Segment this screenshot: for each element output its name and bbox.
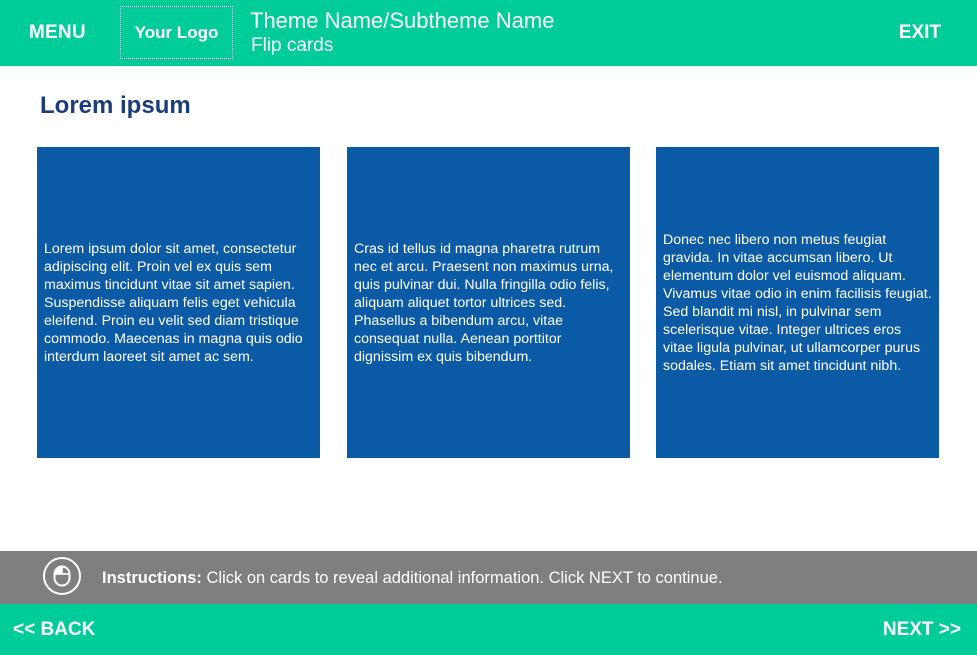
- flip-card-3[interactable]: [656, 147, 939, 458]
- theme-title: Theme Name/Subtheme Name: [250, 8, 555, 33]
- logo-label: Your Logo: [134, 22, 219, 42]
- footer-bar: [0, 604, 977, 655]
- instructions-bar: [0, 551, 977, 604]
- instructions-label: Instructions:: [102, 569, 202, 587]
- header-bar: [0, 0, 977, 66]
- next-button[interactable]: NEXT >>: [882, 619, 961, 640]
- exit-button[interactable]: EXIT: [898, 22, 941, 43]
- instructions-body: Click on cards to reveal additional information. Click NEXT to continue.: [201, 569, 723, 587]
- logo: [120, 6, 233, 59]
- card-text: Donec nec libero non metus feugiat gravida. In vitae accumsan libero. Ut elementum dolor vel euismod aliquam. Vivamus vitae odio in enim facilisis feugiat. Sed blandit mi nisl, in pulvinar sem scelerisque vitae. Integer ultrices eros vitae ligula pulvinar, ut ullamcorper purus sodales. Etiam sit amet tincidunt nibh.: [663, 231, 932, 374]
- card-text: Cras id tellus id magna pharetra rutrum nec et arcu. Praesent non maximus urna, quis pulvinar dui. Nulla fringilla odio felis, aliquam aliquet tortor ultrices sed. Phasellus a bibendum arcu, vitae consequat nulla. Aenean porttitor dignissim ex quis bibendum.: [354, 240, 614, 365]
- page-title: Lorem ipsum: [40, 92, 191, 119]
- card-text: Lorem ipsum dolor sit amet, consectetur adipiscing elit. Proin vel ex quis sem maximus tincidunt vitae sit amet sapien. Suspendisse aliquam felis eget vehicula eleifend. Proin eu velit sed diam tristique commodo. Maecenas in magna quis odio interdum laoreet sit amet ac sem.: [44, 240, 303, 365]
- flip-card-2[interactable]: [347, 147, 630, 458]
- instructions-text: [102, 568, 723, 588]
- mouse-icon: [43, 557, 81, 595]
- menu-button[interactable]: MENU: [29, 22, 86, 43]
- flip-card-1[interactable]: [37, 147, 320, 458]
- back-button[interactable]: << BACK: [13, 619, 96, 640]
- theme-subtitle: Flip cards: [251, 35, 334, 56]
